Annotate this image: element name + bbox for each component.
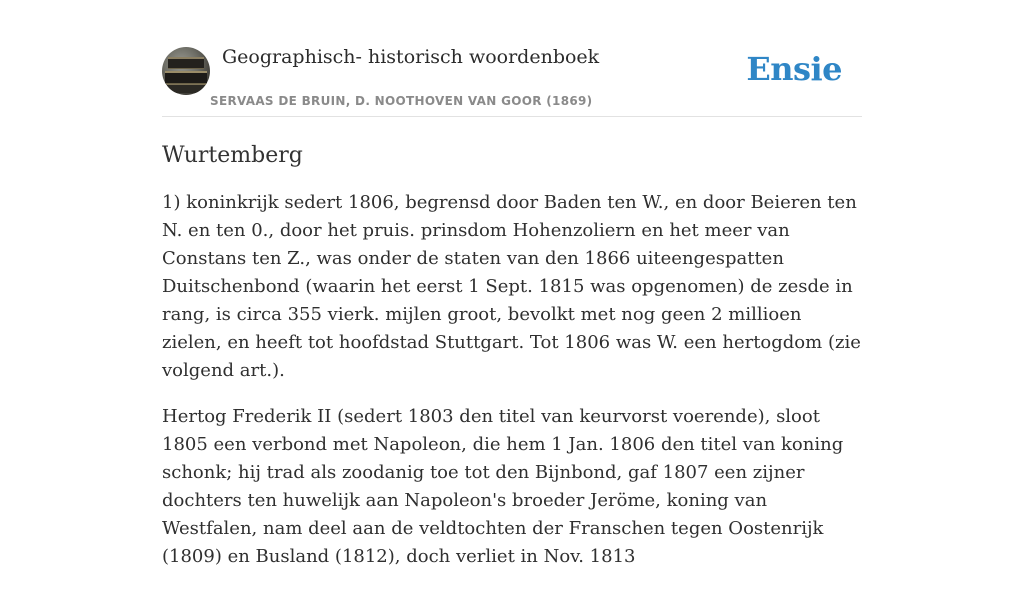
entry-title: Wurtemberg [162, 143, 303, 168]
book-title[interactable]: Geographisch- historisch woordenboek [222, 46, 600, 68]
byline: SERVAAS DE BRUIN, D. NOOTHOVEN VAN GOOR (1869) [210, 94, 593, 108]
paragraph: 1) koninkrijk sedert 1806, begrensd door Baden ten W., en door Beieren ten N. en ten 0., door het pruis. prinsdom Hohenzoliern en het meer van Constans ten Z., was onder de staten van den 1866 uiteengespatten Duitschenbond (waarin het eerst 1 Sept. 1815 was opgenomen) de zesde in rang, is circa 355 vierk. mijlen groot, bevolkt met nog geen 2 millioen zielen, en heeft tot hoofdstad Stuttgart. Tot 1806 was W. een hertogdom (zie volgend art.). [162, 192, 861, 381]
page [162, 0, 862, 589]
paragraph: Hertog Frederik II (sedert 1803 den titel van keurvorst voerende), sloot 1805 een verbond met Napoleon, die hem 1 Jan. 1806 den titel van koning schonk; hij trad als zoodanig toe tot den Bijnbond, gaf 1807 een zijner dochters ten huwelijk aan Napoleon's broeder Jeröme, koning van Westfalen, nam deel aan de veldtochten der Franschen tegen Oostenrijk (1809) en Busland (1812), doch verliet in Nov. 1813 [162, 406, 844, 567]
header [162, 0, 862, 117]
entry-content [162, 189, 862, 571]
ensie-logo[interactable]: Ensie [746, 50, 842, 88]
book-stack-icon[interactable] [162, 47, 210, 95]
